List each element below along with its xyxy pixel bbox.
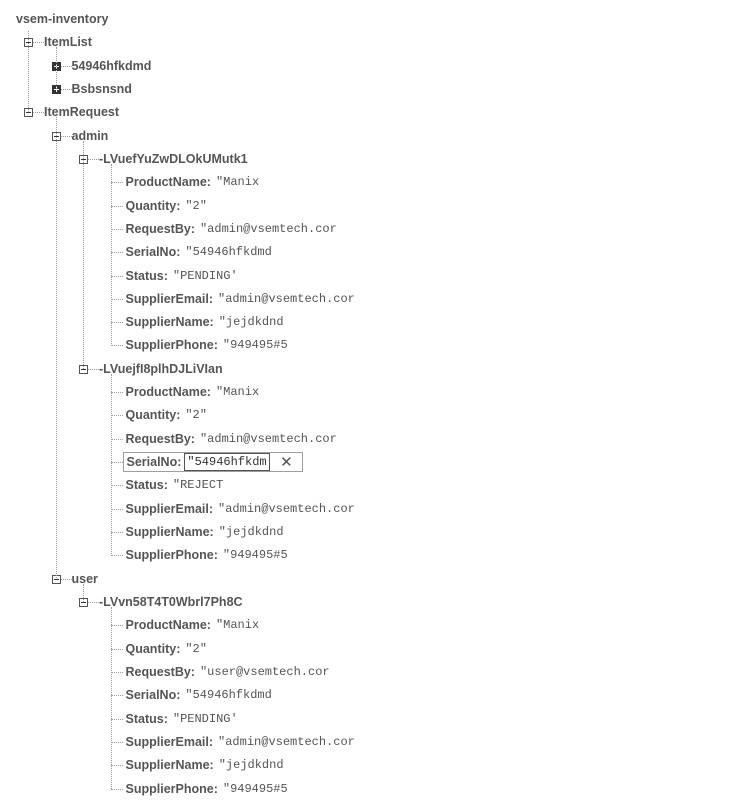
tree-connector bbox=[56, 117, 57, 578]
field-key-label: SupplierName: bbox=[125, 525, 214, 539]
node-lvvn58t4t0wbrl7ph8c[interactable] bbox=[99, 592, 243, 612]
tree-connector bbox=[111, 229, 123, 230]
root-node bbox=[16, 9, 108, 29]
field-key-label: SupplierEmail: bbox=[125, 735, 214, 749]
field-value[interactable]: "REJECT bbox=[172, 478, 224, 492]
node-54946hfkdmd[interactable] bbox=[72, 56, 152, 76]
node-lvuefyuzwdlokumutk1[interactable] bbox=[99, 149, 248, 169]
field-value[interactable]: "Manix bbox=[215, 175, 260, 189]
tree-connector bbox=[111, 555, 123, 556]
field-key-label: SupplierEmail: bbox=[125, 502, 214, 516]
field-value[interactable]: "54946hfkdmd bbox=[185, 688, 272, 702]
field-key-label: Status: bbox=[125, 269, 168, 283]
tree-connector bbox=[111, 374, 112, 556]
field-value[interactable]: "jejdkdnd bbox=[218, 525, 284, 539]
field-suppliername bbox=[126, 312, 284, 332]
field-value[interactable]: "admin@vsemtech.cor bbox=[218, 735, 355, 749]
tree-connector bbox=[56, 47, 57, 89]
tree-connector bbox=[32, 42, 44, 43]
tree-connector bbox=[111, 206, 123, 207]
clear-icon[interactable]: ✕ bbox=[280, 453, 293, 471]
node-user[interactable] bbox=[72, 569, 98, 589]
tree-connector bbox=[111, 607, 112, 789]
tree-connector bbox=[60, 66, 72, 67]
field-key-label: SerialNo: bbox=[125, 688, 181, 702]
field-value[interactable]: "admin@vsemtech.cor bbox=[218, 292, 355, 306]
field-key-label: Quantity: bbox=[125, 642, 181, 656]
field-status bbox=[126, 475, 224, 495]
field-value[interactable]: "949495#5 bbox=[222, 782, 288, 796]
tree-connector bbox=[111, 345, 123, 346]
field-key-label: ProductName: bbox=[125, 618, 211, 632]
field-key-label: SupplierPhone: bbox=[125, 338, 218, 352]
field-supplierphone bbox=[126, 545, 288, 565]
node-key-label[interactable]: ItemList bbox=[44, 35, 92, 49]
field-value[interactable]: "admin@vsemtech.cor bbox=[199, 222, 337, 236]
field-key-label: SupplierPhone: bbox=[125, 548, 218, 562]
tree-connector bbox=[111, 509, 123, 510]
field-supplierphone bbox=[126, 779, 288, 799]
field-supplierphone bbox=[126, 335, 288, 355]
tree-connector bbox=[87, 369, 99, 370]
node-key-label[interactable]: 54946hfkdmd bbox=[71, 59, 152, 73]
field-serialno bbox=[126, 242, 272, 262]
field-supplieremail bbox=[125, 499, 355, 519]
tree-connector bbox=[111, 439, 123, 440]
tree-connector bbox=[28, 31, 29, 112]
node-key-label[interactable]: -LVvn58T4T0Wbrl7Ph8C bbox=[99, 595, 243, 609]
edit-field-serialno[interactable] bbox=[123, 452, 304, 472]
field-supplieremail bbox=[125, 289, 355, 309]
field-value[interactable]: "949495#5 bbox=[222, 338, 288, 352]
node-key-label[interactable]: admin bbox=[71, 129, 109, 143]
field-value[interactable]: "jejdkdnd bbox=[218, 758, 284, 772]
field-status bbox=[125, 709, 238, 729]
field-requestby bbox=[125, 662, 330, 682]
tree-connector bbox=[111, 252, 123, 253]
tree-connector bbox=[83, 141, 84, 369]
field-key-label: ProductName: bbox=[125, 385, 211, 399]
field-value[interactable]: "Manix bbox=[215, 618, 260, 632]
tree-connector bbox=[111, 532, 123, 533]
field-key-label: RequestBy: bbox=[125, 665, 195, 679]
tree-connector bbox=[87, 602, 99, 603]
tree-connector bbox=[111, 789, 123, 790]
field-requestby bbox=[125, 219, 337, 239]
tree-connector bbox=[83, 584, 84, 602]
field-value-input[interactable] bbox=[184, 453, 270, 471]
field-value[interactable]: "949495#5 bbox=[222, 548, 288, 562]
tree-connector bbox=[60, 89, 72, 90]
field-key-label: SerialNo: bbox=[125, 245, 181, 259]
tree-connector bbox=[111, 164, 112, 346]
field-quantity bbox=[126, 196, 207, 216]
field-productname bbox=[126, 172, 260, 192]
tree-connector bbox=[111, 719, 123, 720]
field-key-label: SupplierName: bbox=[125, 758, 214, 772]
field-key-label: Quantity: bbox=[125, 408, 181, 422]
field-requestby bbox=[125, 429, 337, 449]
node-key-label[interactable]: ItemRequest bbox=[44, 105, 120, 119]
node-key-label[interactable]: user bbox=[71, 572, 98, 586]
tree-connector bbox=[111, 299, 123, 300]
tree-connector bbox=[111, 462, 123, 463]
tree-connector bbox=[111, 625, 123, 626]
field-productname bbox=[126, 615, 260, 635]
tree-connector bbox=[111, 182, 123, 183]
tree-connector bbox=[111, 649, 123, 650]
node-itemlist[interactable] bbox=[44, 32, 92, 52]
field-serialno bbox=[126, 685, 272, 705]
field-value[interactable]: "admin@vsemtech.cor bbox=[199, 432, 337, 446]
tree-connector bbox=[60, 136, 72, 137]
tree-connector bbox=[111, 672, 123, 673]
field-value[interactable]: "2" bbox=[185, 408, 207, 422]
tree-connector bbox=[111, 742, 123, 743]
field-key-label: SupplierEmail: bbox=[125, 292, 214, 306]
tree-connector bbox=[60, 579, 72, 580]
tree-connector bbox=[111, 322, 123, 323]
field-value[interactable]: "admin@vsemtech.cor bbox=[218, 502, 355, 516]
tree-connector bbox=[111, 276, 123, 277]
field-key-label: ProductName: bbox=[125, 175, 211, 189]
field-status bbox=[125, 266, 238, 286]
field-key-label: Status: bbox=[125, 478, 168, 492]
tree-connector bbox=[111, 485, 123, 486]
field-value[interactable]: "2" bbox=[185, 199, 207, 213]
field-value[interactable]: "PENDING' bbox=[172, 712, 238, 726]
node-key-label[interactable]: Bsbsnsnd bbox=[71, 82, 132, 96]
root-label: vsem-inventory bbox=[16, 12, 109, 26]
field-value[interactable]: "PENDING' bbox=[172, 269, 238, 283]
tree-connector bbox=[111, 415, 123, 416]
node-admin[interactable] bbox=[72, 126, 109, 146]
field-quantity bbox=[126, 405, 207, 425]
field-productname bbox=[126, 382, 260, 402]
tree-connector bbox=[111, 695, 123, 696]
tree-connector bbox=[32, 112, 44, 113]
field-value[interactable]: "2" bbox=[185, 642, 207, 656]
tree-connector bbox=[111, 765, 123, 766]
field-value[interactable]: "54946hfkdmd bbox=[185, 245, 272, 259]
field-key-label: RequestBy: bbox=[125, 432, 195, 446]
field-suppliername bbox=[126, 522, 284, 542]
field-suppliername bbox=[126, 755, 284, 775]
field-key-label: Status: bbox=[125, 712, 168, 726]
field-key-label: RequestBy: bbox=[125, 222, 195, 236]
node-lvuejfi8plhdjlivian[interactable] bbox=[99, 359, 223, 379]
field-key-label: SupplierName: bbox=[125, 315, 214, 329]
node-key-label[interactable]: -LVuefYuZwDLOkUMutk1 bbox=[99, 152, 248, 166]
node-bsbsnsnd[interactable] bbox=[72, 79, 132, 99]
field-key-label: SerialNo: bbox=[126, 455, 182, 469]
node-key-label[interactable]: -LVuejfI8plhDJLiVIan bbox=[99, 362, 223, 376]
field-key-label: Quantity: bbox=[125, 199, 181, 213]
tree-connector bbox=[111, 392, 123, 393]
field-key-label: SupplierPhone: bbox=[125, 782, 218, 796]
field-quantity bbox=[126, 639, 207, 659]
field-value[interactable]: "jejdkdnd bbox=[218, 315, 284, 329]
field-supplieremail bbox=[125, 732, 355, 752]
field-value[interactable]: "user@vsemtech.cor bbox=[199, 665, 330, 679]
field-value[interactable]: "Manix bbox=[215, 385, 260, 399]
tree-connector bbox=[87, 159, 99, 160]
